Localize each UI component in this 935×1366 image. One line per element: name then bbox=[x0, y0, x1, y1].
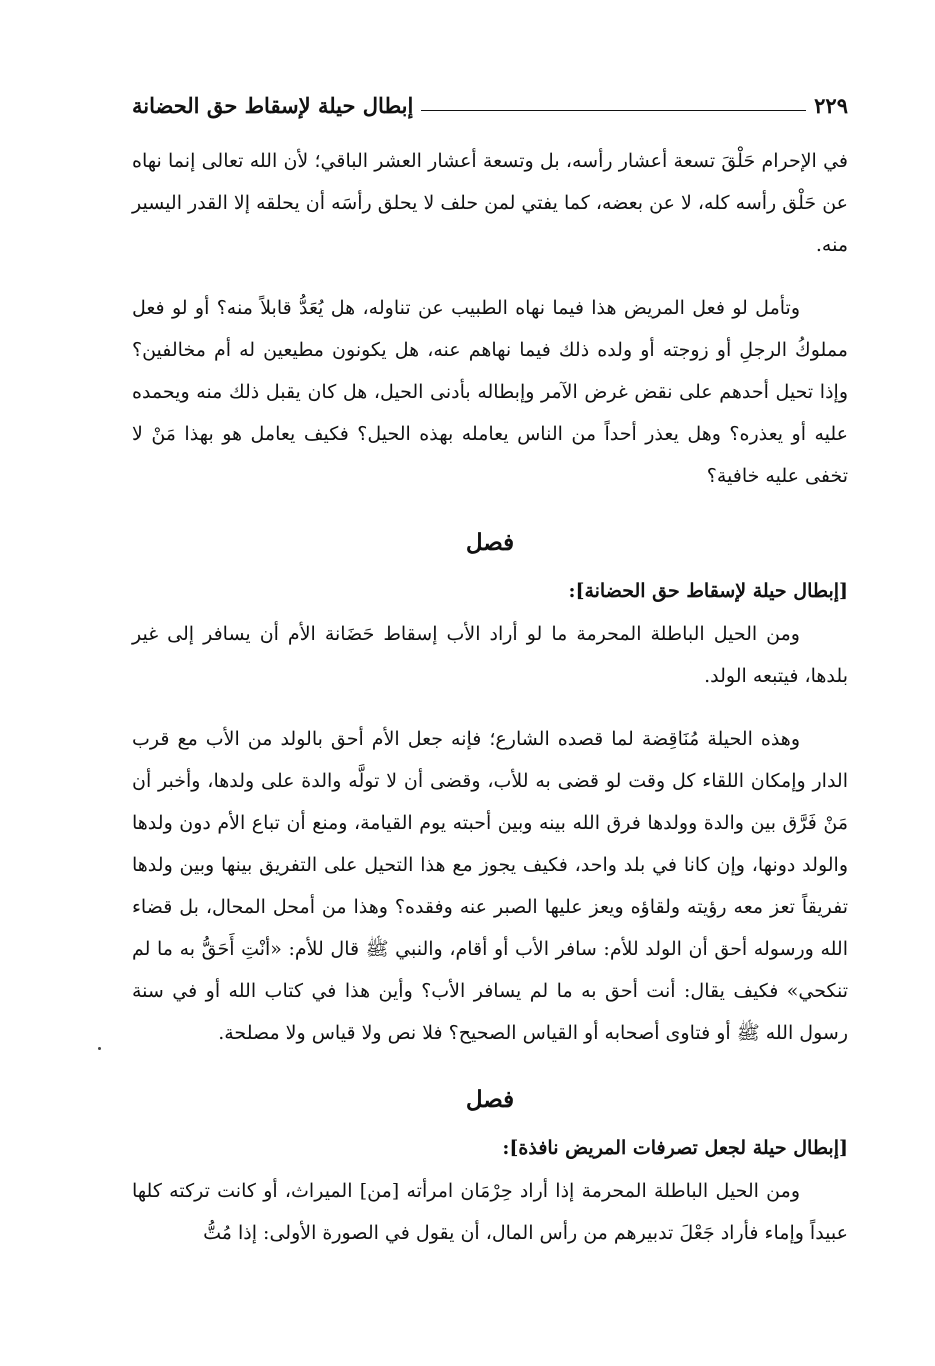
page-number: ٢٢٩ bbox=[814, 92, 848, 118]
running-title: إبطال حيلة لإسقاط حق الحضانة bbox=[132, 92, 414, 118]
section-heading-2: [إبطال حيلة لجعل تصرفات المريض نافذة]: bbox=[502, 1137, 848, 1159]
section-heading-1: [إبطال حيلة لإسقاط حق الحضانة]: bbox=[568, 580, 848, 602]
chapter-title-1: فصل bbox=[465, 529, 515, 556]
page-header bbox=[132, 92, 848, 118]
paragraph-3: ومن الحيل الباطلة المحرمة ما لو أراد الأب إسقاط حَضَانة الأم أن يسافر إلى غير بلدها، فيتبعه الولد. bbox=[132, 623, 848, 687]
paragraph-5: ومن الحيل الباطلة المحرمة إذا أراد حِرْمَان امرأته [من] الميراث، أو كانت تركته كلها عبيداً وإماء فأراد جَعْلَ تدبيرهم من رأس المال، أن يقول في الصورة الأولى: إذا مُتُّ bbox=[132, 1180, 848, 1244]
paragraph-2: وتأمل لو فعل المريض هذا فيما نهاه الطبيب عن تناوله، هل يُعَدُّ قابلاً منه؟ أو لو فعل مملوكُ الرجلِ أو زوجته أو ولده ذلك فيما نهاهم عنه، هل يكونون مطيعين له أم مخالفين؟ وإذا تحيل أحدهم على نقض غرض الآمر وإبطاله بأدنى الحيل، هل كان يقبل ذلك منه ويحمده عليه أو يعذره؟ وهل يعذر أحداً من الناس يعامله بهذه الحيل؟ فكيف يعامل هو بهذا مَنْ لا تخفى عليه خافية؟ bbox=[132, 297, 848, 487]
paragraph-4: وهذه الحيلة مُنَاقِضة لما قصده الشارع؛ فإنه جعل الأم أحق بالولد من الأب مع قرب الدار وإمكان اللقاء كل وقت لو قضى به للأب، وقضى أن لا تولَّه والدة على ولدها، وأخبر أن مَنْ فَرَّق بين والدة وولدها فرق الله بينه وبين أحبته يوم القيامة، ومنع أن تباع الأم دون ولدها والولد دونها، وإن كانا في بلد واحد، فكيف يجوز مع هذا التحيل على التفريق بينها وبين ولدها تفريقاً تعز معه رؤيته ولقاؤه ويعز عليها الصبر عنه وفقده؟ وهذا من أمحل المحال، بل قضاء الله ورسوله أحق أن الولد للأم: سافر الأب أو أقام، والنبي ﷺ قال للأم: «أنْتِ أَحَقُّ به ما لم تنكحي» فكيف يقال: أنت أحق به ما لم يسافر الأب؟ وأين هذا في كتاب الله أو في سنة رسول الله ﷺ أو فتاوى أصحابه أو القياس الصحيح؟ فلا نص ولا قياس ولا مصلحة. bbox=[132, 728, 848, 1044]
page-body bbox=[132, 140, 848, 1254]
paragraph-1: في الإحرام حَلْقَ تسعة أعشار رأسه، بل وتسعة أعشار العشر الباقي؛ لأن الله تعالى إنما نهاه عن حَلْق رأسه كله، لا عن بعضه، كما يفتي لمن حلف لا يحلق رأسَه أن يحلقه إلا القدر اليسير منه. bbox=[132, 150, 848, 256]
scan-speck bbox=[98, 1047, 101, 1050]
chapter-title-2: فصل bbox=[465, 1086, 515, 1113]
header-rule bbox=[421, 110, 806, 111]
